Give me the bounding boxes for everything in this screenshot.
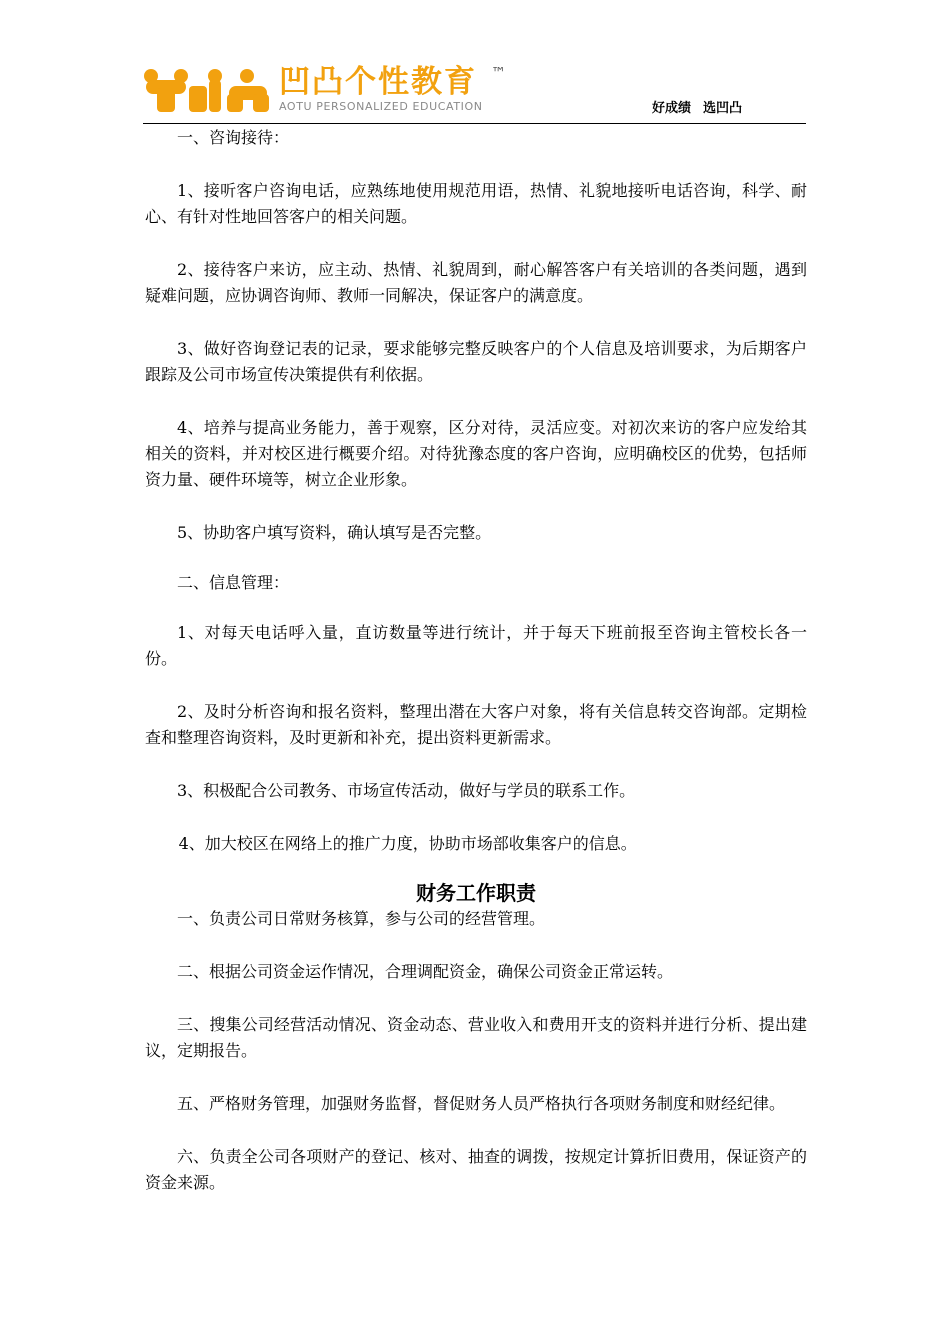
slogan-part-1: 好成绩 bbox=[651, 101, 691, 116]
paragraph: 三、搜集公司经营活动情况、资金动态、营业收入和费用开支的资料并进行分析、提出建议，定期报告。 bbox=[145, 1015, 807, 1060]
paragraph: 3、做好咨询登记表的记录，要求能够完整反映客户的个人信息及培训要求，为后期客户跟踪及公司市场宣传决策提供有利依据。 bbox=[145, 339, 807, 384]
paragraph: 4、加大校区在网络上的推广力度，协助市场部收集客户的信息。 bbox=[178, 834, 637, 853]
paragraph: 1、对每天电话呼入量，直访数量等进行统计，并于每天下班前报至咨询主管校长各一份。 bbox=[145, 623, 807, 668]
section-heading: 二、信息管理： bbox=[177, 573, 290, 592]
paragraph: 六、负责全公司各项财产的登记、核对、抽查的调拨，按规定计算折旧费用，保证资产的资金来源。 bbox=[145, 1147, 807, 1192]
paragraph: 3、积极配合公司教务、市场宣传活动，做好与学员的联系工作。 bbox=[177, 781, 636, 800]
paragraph: 1、接听客户咨询电话，应熟练地使用规范用语，热情、礼貌地接听电话咨询，科学、耐心、有针对性地回答客户的相关问题。 bbox=[145, 181, 807, 226]
section-heading: 一、咨询接待： bbox=[177, 128, 290, 147]
page-header bbox=[143, 64, 806, 124]
paragraph: 五、严格财务管理，加强财务监督，督促财务人员严格执行各项财务制度和财经纪律。 bbox=[177, 1094, 786, 1113]
paragraph: 5、协助客户填写资料，确认填写是否完整。 bbox=[177, 523, 492, 542]
aotu-logo-icon bbox=[143, 66, 271, 114]
document-body bbox=[145, 125, 807, 1196]
brand-name: 凹凸个性教育 bbox=[279, 64, 477, 100]
paragraph: 2、接待客户来访，应主动、热情、礼貌周到，耐心解答客户有关培训的各类问题，遇到疑难问题，应协调咨询师、教师一同解决，保证客户的满意度。 bbox=[145, 260, 807, 305]
header-divider bbox=[143, 123, 806, 124]
brand-name-english: AOTU PERSONALIZED EDUCATION bbox=[279, 100, 483, 113]
paragraph: 二、根据公司资金运作情况，合理调配资金，确保公司资金正常运转。 bbox=[177, 962, 674, 981]
paragraph: 4、培养与提高业务能力，善于观察，区分对待，灵活应变。对初次来访的客户应发给其相关的资料，并对校区进行概要介绍。对待犹豫态度的客户咨询，应明确校区的优势，包括师资力量、硬件环境等，树立企业形象。 bbox=[145, 418, 807, 489]
trademark-mark: ™ bbox=[491, 64, 506, 82]
slogan-part-2: 选凹凸 bbox=[702, 101, 742, 116]
paragraph: 一、负责公司日常财务核算，参与公司的经营管理。 bbox=[177, 909, 546, 928]
section-title: 财务工作职责 bbox=[416, 881, 536, 905]
header-slogan bbox=[652, 101, 742, 117]
paragraph: 2、及时分析咨询和报名资料，整理出潜在大客户对象，将有关信息转交咨询部。定期检查和整理咨询资料，及时更新和补充，提出资料更新需求。 bbox=[145, 702, 807, 747]
